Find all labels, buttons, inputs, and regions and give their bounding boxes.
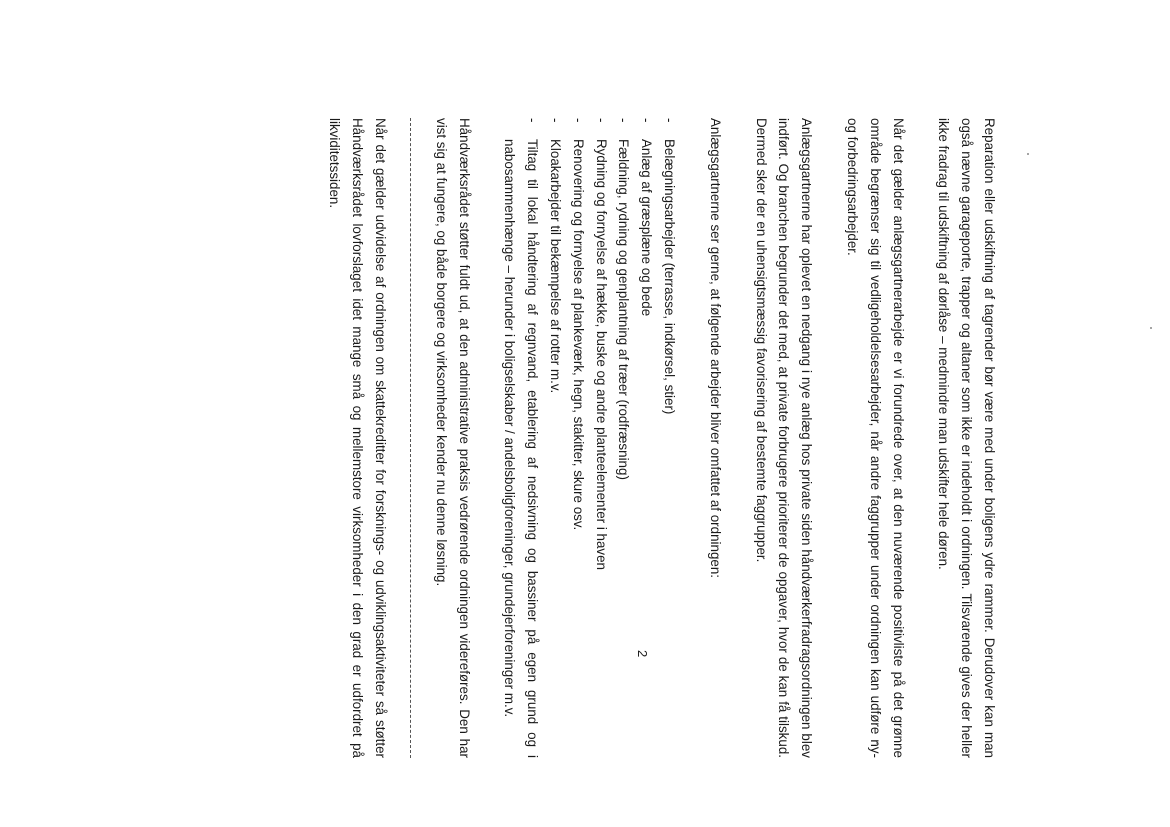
- scan-speck: [1027, 153, 1029, 155]
- list-item: - Renovering og fornyelse af plankeværk, hegn, stakitter, skure osv.: [570, 118, 586, 531]
- page-number: 2: [635, 650, 650, 658]
- paragraph-landscaping-positive-list: Når det gælder anlægsgartnerarbejde er vi forundrede over, at den nuværende positivliste på det grønne område begrænser sig til vedligeholdelsesarbejder, når andre faggrupper under ordningen kan udføre ny- og forbedringsarbejder.: [845, 118, 906, 758]
- list-item: - Kloakarbejder til bekæmpelse af rotter m.v.: [548, 118, 564, 394]
- proposed-works-list: [498, 118, 680, 758]
- paragraph-administrative-practice: Håndværksrådet støtter fuldt ud, at den administrative praksis vedrørende ordningen videreføres. Den har vist sig at fungere, og både borgere og virksomheder kender nu denne løsning.: [433, 118, 472, 758]
- list-item: - Tiltag til lokal håndtering af regnvand, etablering af nedsivning og bassiner på egen grund og i nabosammenhænge – herunder i boligselskaber / andelsboligforeninger, grundejerforeninger m.v.: [502, 118, 541, 758]
- section-divider: [410, 118, 411, 758]
- list-item: - Belægningsarbejder (terrasse, indkørsel, stier): [662, 118, 678, 415]
- paragraph-landscaping-decline: Anlægsgartnerne har oplevet en nedgang i nye anlæg hos private siden håndværkerfradragsordningen blev indført. Og branchen begrunder det med, at private forbrugere prioriterer de opgaver, hvor de kan få tilskud. Dermed sker der en uhensigtsmæssig favorisering af bestemte faggrupper.: [753, 118, 815, 758]
- scan-speck: [1150, 327, 1152, 329]
- list-item: - Anlæg af græsplæne og bede: [639, 118, 655, 317]
- paragraph-proposed-works-intro: Anlægsgartnerne ser gerne, at følgende arbejder bliver omfattet af ordningen:: [707, 118, 723, 579]
- list-item: - Rydning og fornyelse af hække, buske og andre planteelementer i haven: [593, 118, 609, 571]
- list-item: - Fældning, rydning og genplantning af træer (rodfræsning): [616, 118, 632, 480]
- paragraph-gutters: Reparation eller udskiftning af tagrender bør være med under boligens ydre rammer. Derudover kan man også nævne garageporte, trapper og altaner som ikke er indeholdt i ordningen. Tilsvarende gives der heller ikke fradrag til udskiftning af dørlåse – medmindre man udskifter hele døren.: [936, 118, 997, 758]
- document-body: [323, 118, 1000, 758]
- paragraph-tax-credits: Når det gælder udvidelse af ordningen om skattekreditter for forsknings- og udviklingsaktiviteter så støtter Håndværksrådet lovforslaget idet mange små og mellemstore virksomheder i den grad er udfordret på likviditetssiden.: [327, 118, 389, 758]
